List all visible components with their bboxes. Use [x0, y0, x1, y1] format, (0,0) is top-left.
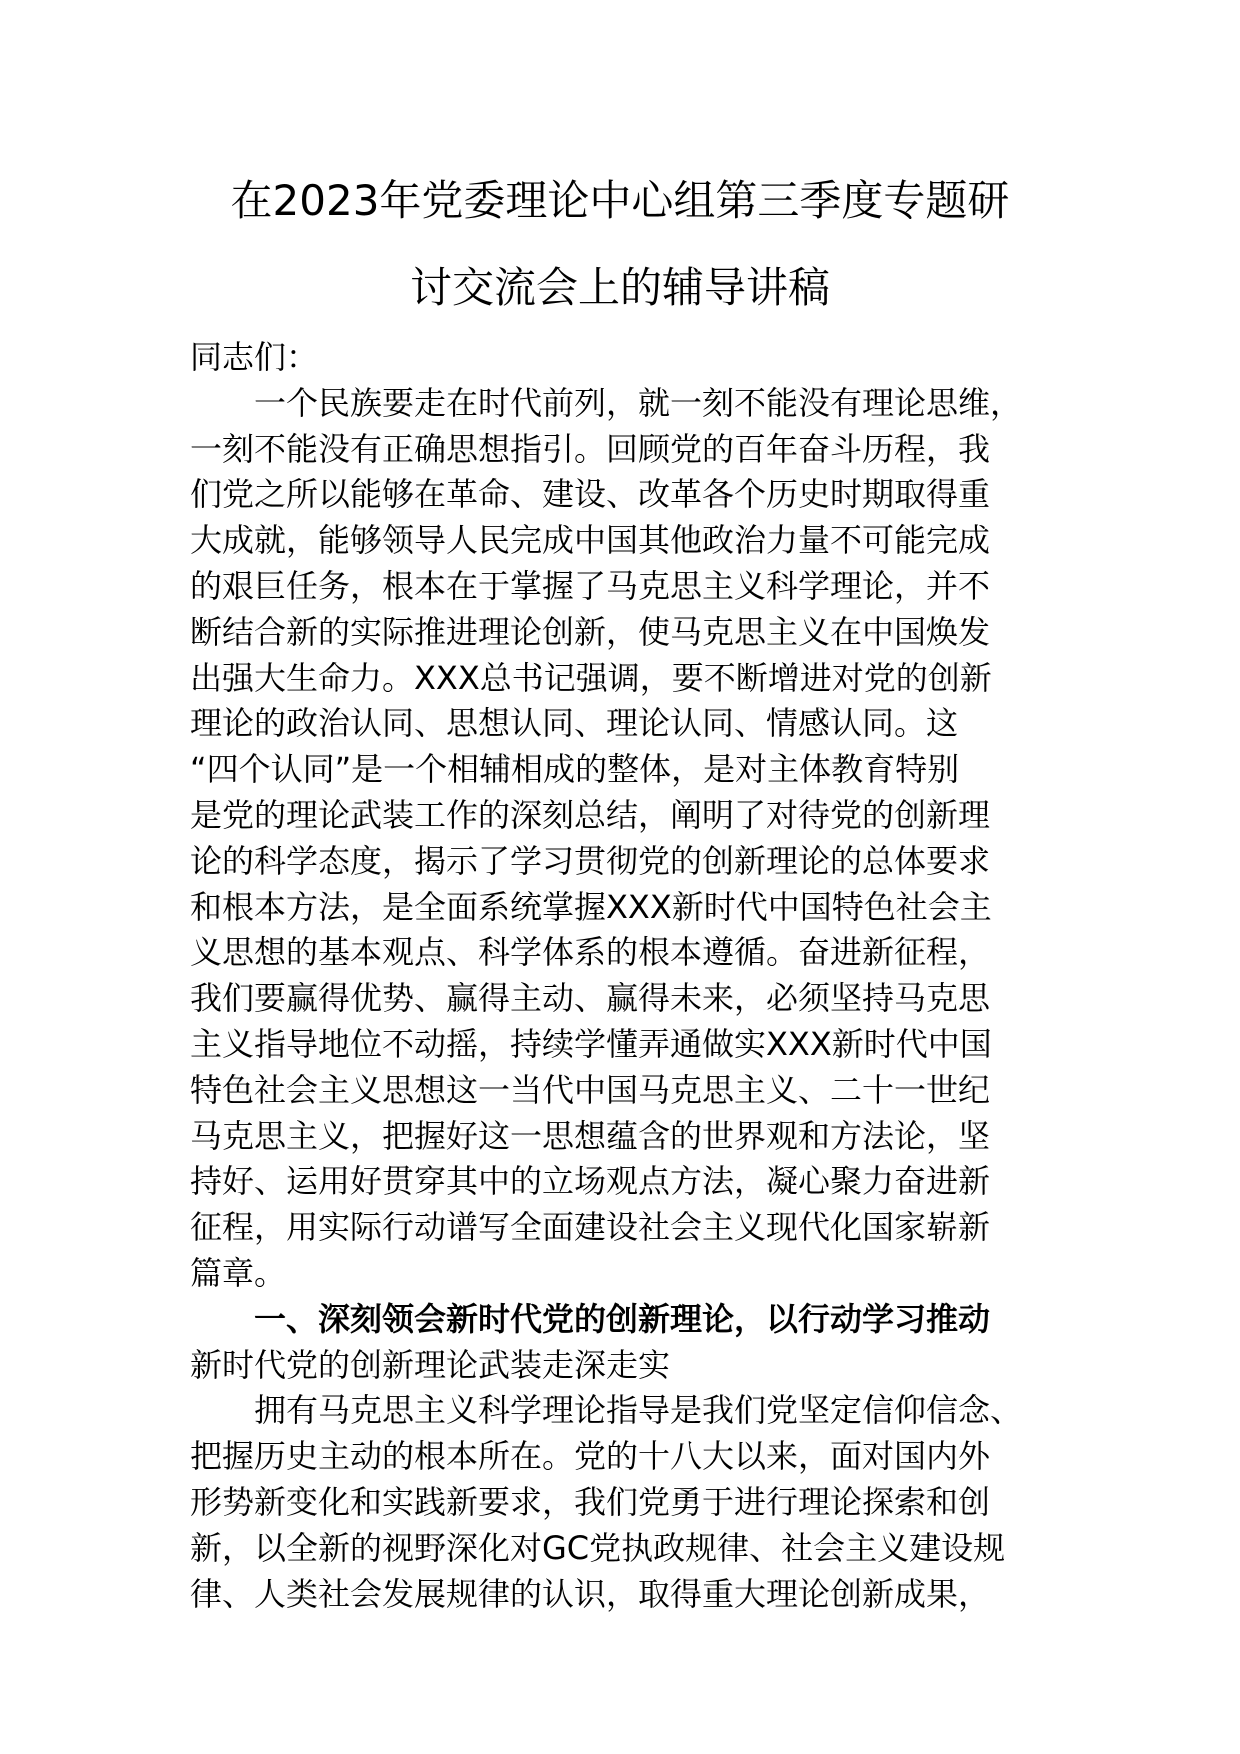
document-body [190, 335, 1070, 1617]
paragraph-line: 拥有马克思主义科学理论指导是我们党坚定信仰信念、 [254, 1391, 1023, 1430]
paragraph-line: “四个认同”是一个相辅相成的整体，是对主体教育特别 [190, 750, 960, 789]
paragraph-line: 断结合新的实际推进理论创新，使马克思主义在中国焕发 [190, 612, 991, 651]
paragraph-line: 大成就，能够领导人民完成中国其他政治力量不可能完成 [190, 521, 991, 560]
paragraph-line: 出强大生命力。XXX总书记强调，要不断增进对党的创新 [190, 658, 992, 697]
paragraph-line: 征程，用实际行动谱写全面建设社会主义现代化国家崭新 [190, 1208, 991, 1247]
paragraph-line: 律、人类社会发展规律的认识，取得重大理论创新成果， [190, 1574, 991, 1613]
paragraph-line: 理论的政治认同、思想认同、理论认同、情感认同。这 [190, 704, 959, 743]
paragraph-line: 义思想的基本观点、科学体系的根本遵循。奋进新征程， [190, 933, 991, 972]
paragraph-line: 新，以全新的视野深化对GC党执政规律、社会主义建设规 [190, 1528, 1006, 1567]
paragraph-line: 和根本方法，是全面系统掌握XXX新时代中国特色社会主 [190, 887, 992, 926]
paragraph-line: 们党之所以能够在革命、建设、改革各个历史时期取得重 [190, 475, 991, 514]
paragraph-line: 一个民族要走在时代前列，就一刻不能没有理论思维， [254, 383, 1023, 422]
paragraph-line: 把握历史主动的根本所在。党的十八大以来，面对国内外 [190, 1437, 991, 1476]
paragraph-line: 篇章。 [190, 1253, 287, 1292]
paragraph-line: 形势新变化和实践新要求，我们党勇于进行理论探索和创 [190, 1482, 991, 1521]
document-title-line-2: 讨交流会上的辅导讲稿 [409, 263, 830, 312]
paragraph-line: 的艰巨任务，根本在于掌握了马克思主义科学理论，并不 [190, 566, 991, 605]
paragraph-line: 马克思主义，把握好这一思想蕴含的世界观和方法论，坚 [190, 1116, 991, 1155]
paragraph-line: 一刻不能没有正确思想指引。回顾党的百年奋斗历程，我 [190, 429, 991, 468]
section-heading-line: 一、深刻领会新时代党的创新理论，以行动学习推动 [254, 1299, 991, 1338]
paragraph-line: 主义指导地位不动摇，持续学懂弄通做实XXX新时代中国 [190, 1024, 992, 1063]
paragraph-line: 是党的理论武装工作的深刻总结，阐明了对待党的创新理 [190, 795, 991, 834]
document-title-line-1: 在2023年党委理论中心组第三季度专题研 [230, 176, 1010, 225]
salutation: 同志们： [190, 338, 319, 376]
paragraph-line: 论的科学态度，揭示了学习贯彻党的创新理论的总体要求 [190, 841, 991, 880]
paragraph-line: 持好、运用好贯穿其中的立场观点方法，凝心聚力奋进新 [190, 1162, 991, 1201]
section-heading-line: 新时代党的创新理论武装走深走实 [190, 1345, 671, 1384]
paragraph-line: 我们要赢得优势、赢得主动、赢得未来，必须坚持马克思 [190, 979, 991, 1018]
paragraph-line: 特色社会主义思想这一当代中国马克思主义、二十一世纪 [190, 1070, 991, 1109]
